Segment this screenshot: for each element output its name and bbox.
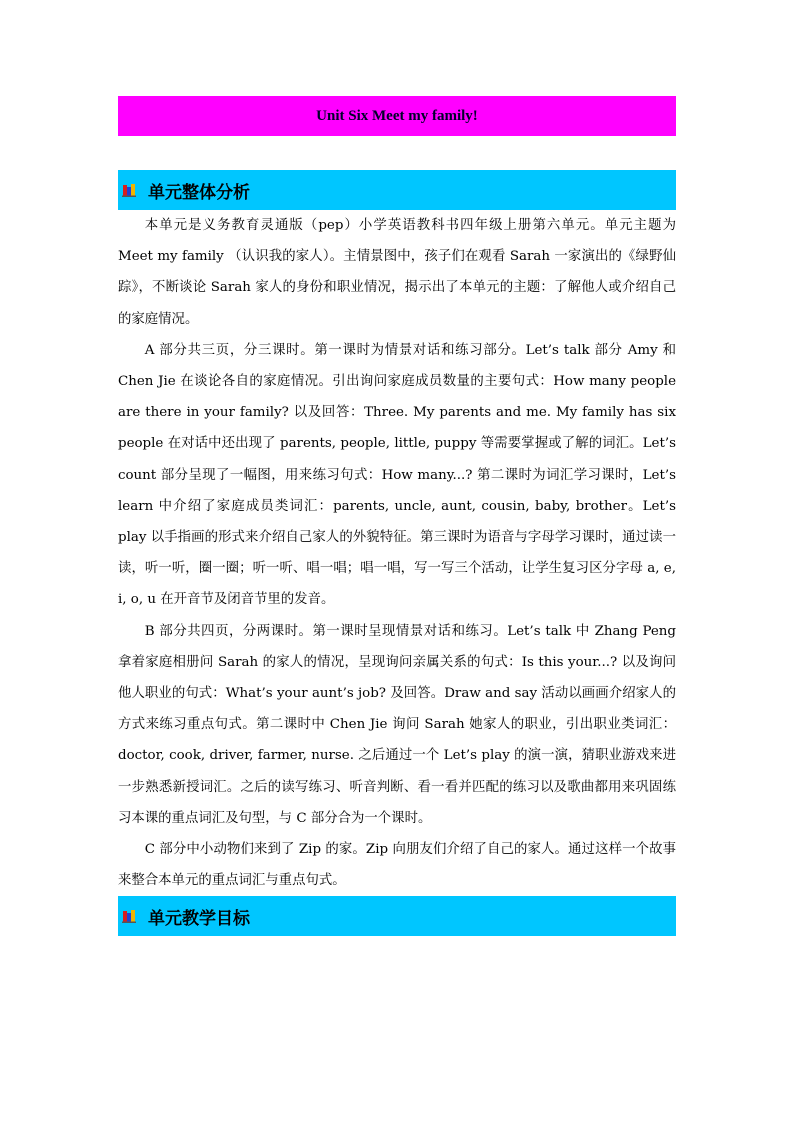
- section-heading: 单元教学目标: [148, 908, 250, 929]
- document-page: [118, 96, 676, 936]
- section-body: [118, 210, 676, 896]
- paragraph: A 部分共三页，分三课时。第一课时为情景对话和练习部分。Let’s talk 部分 Amy 和 Chen Jie 在谈论各自的家庭情况。引出询问家庭成员数量的主要句式：How many people are there in your family? 以及回答：Three. My parents and me. My family has six people 在对话中还出现了 parents, people, little, puppy 等需要掌握或了解的词汇。Let’s count 部分呈现了一幅图，用来练习句式：How many...? 第二课时为词汇学习课时，Let’s learn 中介绍了家庭成员类词汇：parents, uncle, aunt, cousin, baby, brother。Let’s play 以手指画的形式来介绍自己家人的外貌特征。第三课时为语音与字母学习课时，通过读一读，听一听，圈一圈；听一听、唱一唱；唱一唱，写一写三个活动，让学生复习区分字母 a, e, i, o, u 在开音节及闭音节里的发音。: [118, 342, 676, 608]
- book-stack-icon: [122, 909, 136, 923]
- document-title: Unit Six Meet my family!: [316, 107, 478, 124]
- book-stack-icon: [122, 183, 136, 197]
- paragraph: B 部分共四页，分两课时。第一课时呈现情景对话和练习。Let’s talk 中 Zhang Peng 拿着家庭相册问 Sarah 的家人的情况，呈现询问亲属关系的句式：Is this your...? 以及询问他人职业的句式：What’s your aunt’s job? 及回答。Draw and say 活动以画画介绍家人的方式来练习重点句式。第二课时中 Chen Jie 询问 Sarah 她家人的职业，引出职业类词汇：doctor, cook, driver, farmer, nurse. 之后通过一个 Let’s play 的演一演，猜职业游戏来进一步熟悉新授词汇。之后的读写练习、听音判断、看一看并匹配的练习以及歌曲都用来巩固练习本课的重点词汇及句型，与 C 部分合为一个课时。: [118, 623, 676, 826]
- title-banner: [118, 96, 676, 136]
- paragraph: 本单元是义务教育灵通版（pep）小学英语教科书四年级上册第六单元。单元主题为 Meet my family （认识我的家人）。主情景图中，孩子们在观看 Sarah 一家演出的《绿野仙踪》，不断谈论 Sarah 家人的身份和职业情况，揭示出了本单元的主题：了解他人或介绍自己的家庭情况。: [118, 218, 676, 327]
- section-heading: 单元整体分析: [148, 182, 250, 203]
- section-header-goals: [118, 896, 676, 936]
- paragraph: C 部分中小动物们来到了 Zip 的家。Zip 向朋友们介绍了自己的家人。通过这样一个故事来整合本单元的重点词汇与重点句式。: [118, 842, 676, 889]
- section-header-analysis: [118, 170, 676, 210]
